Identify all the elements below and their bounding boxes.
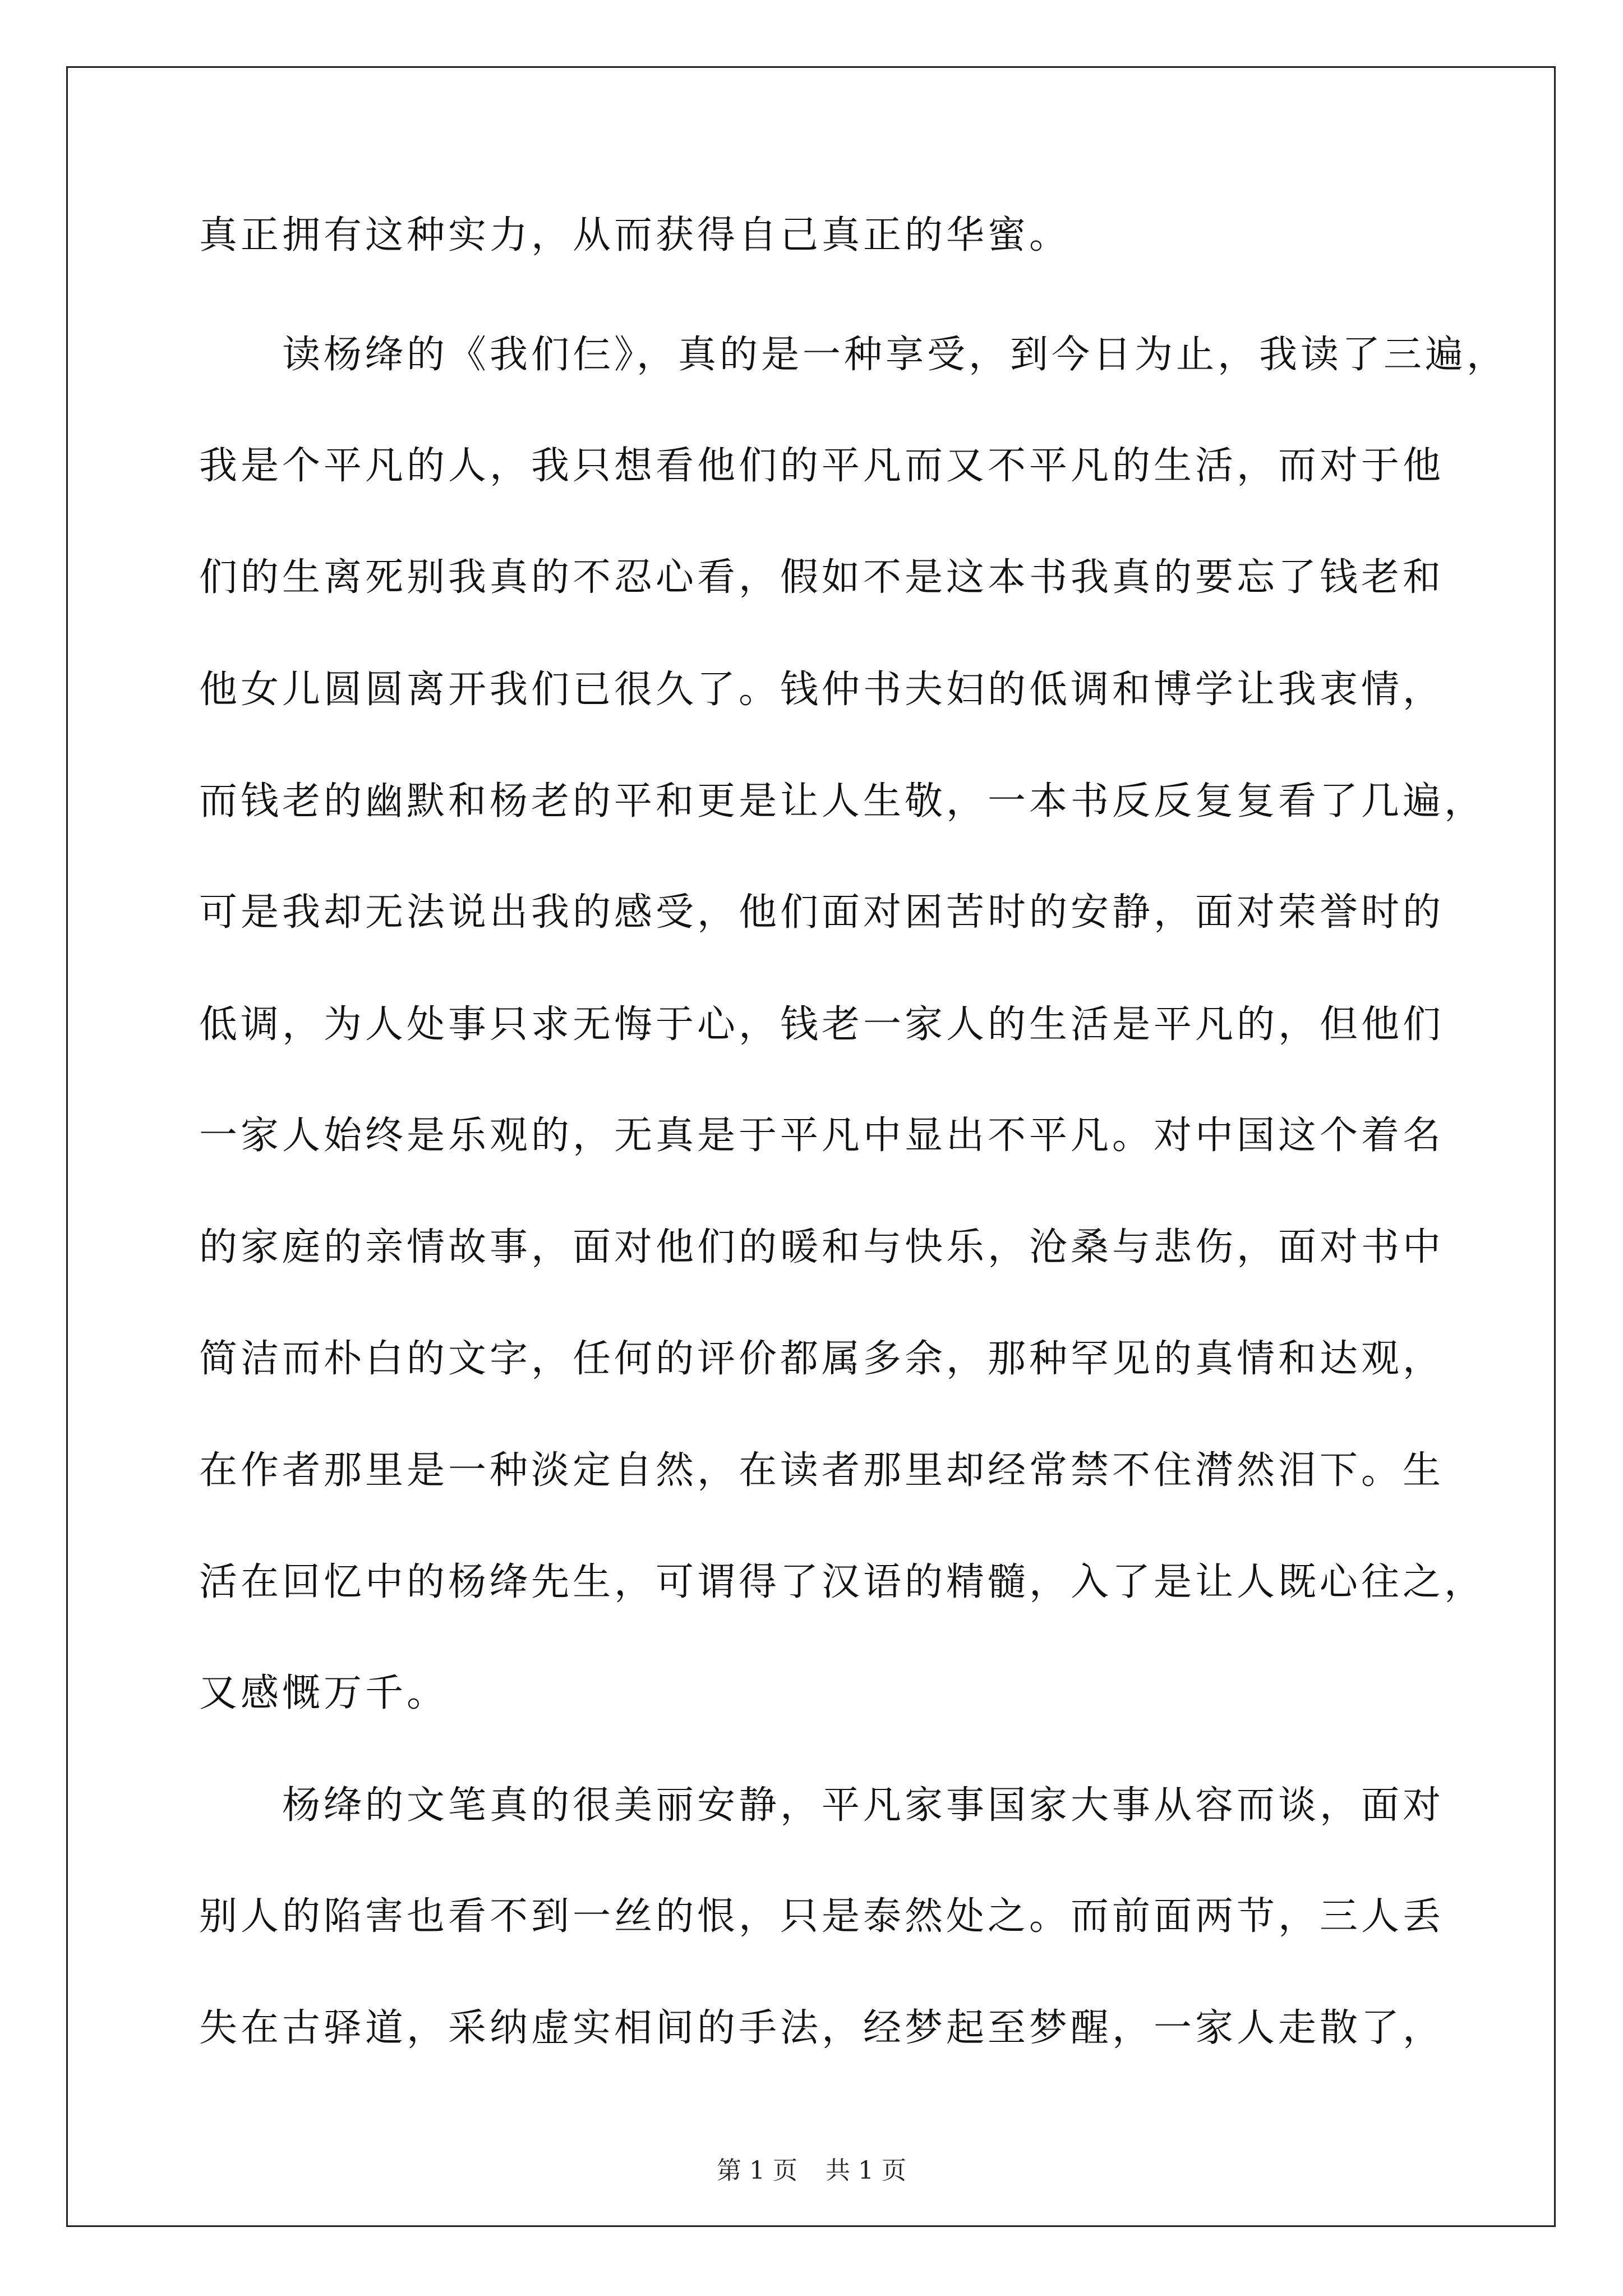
paragraph-line: 别人的陷害也看不到一丝的恨，只是泰然处之。而前面两节，三人丢 xyxy=(199,1894,1445,1939)
page-total: 共 1 页 xyxy=(826,2156,906,2185)
paragraph-line: 们的生离死别我真的不忍心看，假如不是这本书我真的要忘了钱老和 xyxy=(199,555,1445,600)
paragraph-line: 失在古驿道，采纳虚实相间的手法，经梦起至梦醒，一家人走散了， xyxy=(199,2006,1445,2050)
page-number: 第 1 页 xyxy=(717,2156,797,2185)
paragraph-line: 低调，为人处事只求无悔于心，钱老一家人的生活是平凡的，但他们 xyxy=(199,1002,1445,1047)
paragraph-line: 而钱老的幽默和杨老的平和更是让人生敬，一本书反反复复看了几遍， xyxy=(199,779,1486,823)
paragraph-line: 活在回忆中的杨绛先生，可谓得了汉语的精髓，入了是让人既心往之， xyxy=(199,1560,1486,1604)
paragraph-line: 在作者那里是一种淡定自然，在读者那里却经常禁不住潸然泪下。生 xyxy=(199,1448,1445,1493)
paragraph-line: 的家庭的亲情故事，面对他们的暖和与快乐，沧桑与悲伤，面对书中 xyxy=(199,1225,1445,1269)
paragraph-line: 我是个平凡的人，我只想看他们的平凡而又不平凡的生活，而对于他 xyxy=(199,444,1445,488)
page-footer xyxy=(0,2155,1623,2187)
paragraph-line: 可是我却无法说出我的感受，他们面对困苦时的安静，面对荣誉时的 xyxy=(199,890,1445,935)
paragraph-line: 一家人始终是乐观的，无真是于平凡中显出不平凡。对中国这个着名 xyxy=(199,1114,1445,1158)
paragraph-line: 真正拥有这种实力，从而获得自己真正的华蜜。 xyxy=(199,213,1071,257)
paragraph-line: 简洁而朴白的文字，任何的评价都属多余，那种罕见的真情和达观， xyxy=(199,1337,1445,1381)
paragraph-line: 读杨绛的《我们仨》，真的是一种享受，到今日为止，我读了三遍， xyxy=(199,333,1509,377)
paragraph-line: 杨绛的文笔真的很美丽安静，平凡家事国家大事从容而谈，面对 xyxy=(199,1783,1445,1828)
paragraph-line: 他女儿圆圆离开我们已很久了。钱仲书夫妇的低调和博学让我衷情， xyxy=(199,668,1445,712)
paragraph-line: 又感慨万千。 xyxy=(199,1671,449,1715)
